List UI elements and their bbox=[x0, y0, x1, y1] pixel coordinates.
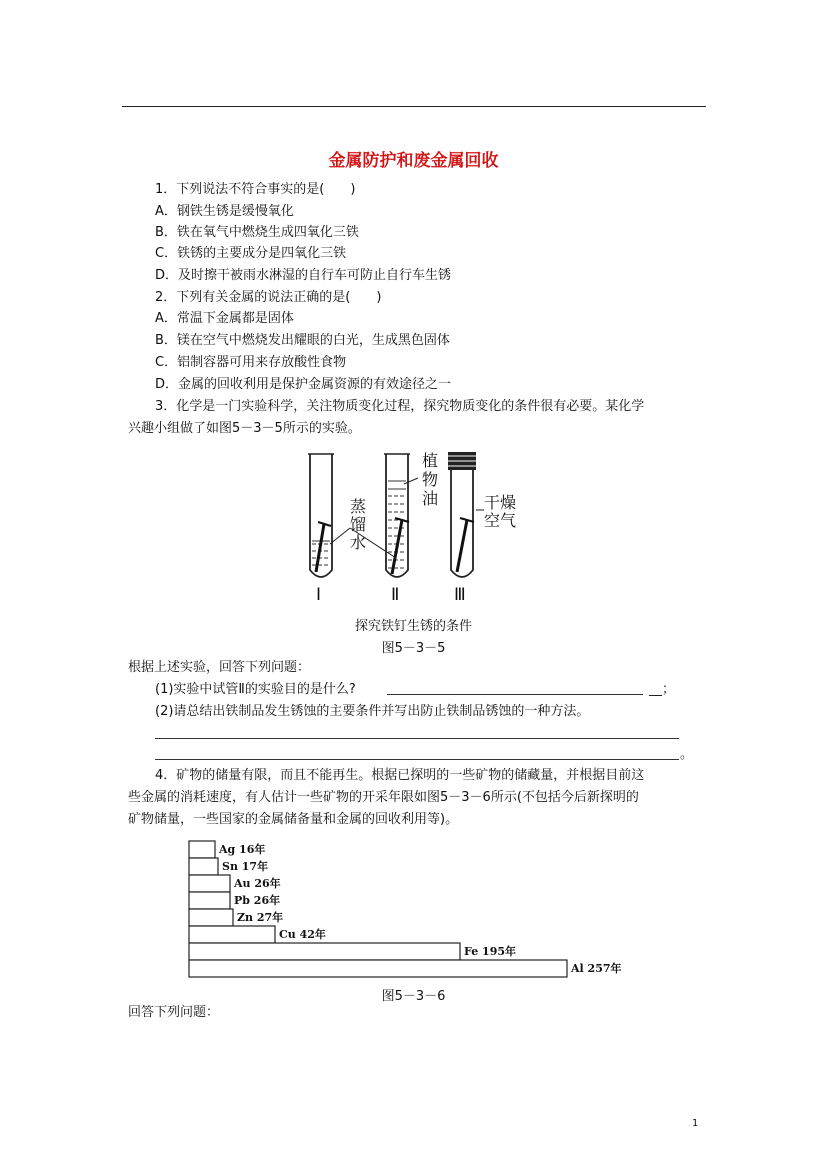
q3-sub2-answer-blank-1[interactable] bbox=[155, 738, 679, 739]
label-water-3: 水 bbox=[350, 533, 367, 552]
bar-cu bbox=[189, 926, 275, 943]
label-dry-air-1: 干燥 bbox=[484, 493, 517, 512]
oil-leader-line bbox=[404, 478, 418, 484]
bar-fe bbox=[189, 943, 460, 960]
figure-number-535: 图5－3－5 bbox=[381, 641, 446, 656]
bar-sn bbox=[189, 858, 218, 875]
page-number: 1 bbox=[692, 1118, 699, 1129]
label-water-1: 蒸 bbox=[350, 497, 367, 516]
bar-label-pb: Pb 26年 bbox=[234, 894, 281, 907]
bar-au bbox=[189, 875, 230, 892]
q1-option-d: D．及时擦干被雨水淋湿的自行车可防止自行车生锈 bbox=[155, 268, 452, 283]
q4-line1: 4．矿物的储量有限，而且不能再生。根据已探明的一些矿物的储藏量，并根据目前这 bbox=[155, 768, 645, 783]
q4-line2: 些金属的消耗速度，有人估计一些矿物的开采年限如图5－3－6所示(不包括今后新探明的 bbox=[128, 790, 639, 805]
bar-label-al: Al 257年 bbox=[571, 962, 622, 975]
q1-option-c: C．铁锈的主要成分是四氧化三铁 bbox=[155, 246, 347, 261]
q4-lead: 回答下列问题： bbox=[128, 1005, 220, 1020]
page-title: 金属防护和废金属回收 bbox=[328, 151, 499, 171]
label-oil-1: 植 bbox=[422, 451, 439, 470]
test-tube-1 bbox=[308, 454, 334, 577]
bar-label-cu: Cu 42年 bbox=[279, 928, 326, 941]
q3-lead: 根据上述实验，回答下列问题： bbox=[128, 660, 311, 675]
tube-label-1: Ⅰ bbox=[316, 585, 322, 605]
q3-sub1-tail: __； bbox=[649, 682, 676, 697]
tube-label-3: Ⅲ bbox=[454, 585, 466, 605]
bar-ag bbox=[189, 841, 215, 858]
test-tube-figure bbox=[290, 448, 540, 606]
q3-end-mark: 。 bbox=[680, 747, 694, 762]
tube-label-2: Ⅱ bbox=[391, 585, 400, 605]
q3-sub1: (1)实验中试管Ⅱ的实验目的是什么? bbox=[155, 682, 356, 697]
label-oil-3: 油 bbox=[422, 489, 439, 508]
q3-sub2-answer-blank-2[interactable] bbox=[155, 759, 679, 760]
figure-number-536: 图5－3－6 bbox=[381, 989, 446, 1004]
bar-label-zn: Zn 27年 bbox=[237, 911, 284, 924]
bar-label-sn: Sn 17年 bbox=[222, 860, 269, 873]
bar-al bbox=[189, 960, 567, 977]
q2-option-c: C．铝制容器可用来存放酸性食物 bbox=[155, 355, 347, 370]
q1-stem: 1．下列说法不符合事实的是( ) bbox=[155, 182, 356, 197]
figure-caption: 探究铁钉生锈的条件 bbox=[354, 619, 472, 634]
header-rule bbox=[122, 106, 706, 107]
label-dry-air-2: 空气 bbox=[484, 511, 517, 530]
label-oil-2: 物 bbox=[422, 470, 439, 489]
bar-pb bbox=[189, 892, 230, 909]
bar-label-au: Au 26年 bbox=[234, 877, 281, 890]
q3-stem-line2: 兴趣小组做了如图5－3－5所示的实验。 bbox=[128, 421, 361, 436]
q3-sub1-answer-blank[interactable] bbox=[387, 694, 643, 695]
q2-option-d: D．金属的回收利用是保护金属资源的有效途径之一 bbox=[155, 377, 452, 392]
q3-sub2: (2)请总结出铁制品发生锈蚀的主要条件并写出防止铁制品锈蚀的一种方法。 bbox=[155, 704, 590, 719]
bar-label-ag: Ag 16年 bbox=[219, 843, 266, 856]
label-water-2: 馏 bbox=[350, 515, 367, 534]
q4-line3: 矿物储量，一些国家的金属储备量和金属的回收利用等)。 bbox=[128, 812, 459, 827]
q1-option-b: B．铁在氧气中燃烧生成四氧化三铁 bbox=[155, 225, 359, 240]
bar-zn bbox=[189, 909, 233, 926]
test-tube-2 bbox=[384, 454, 410, 577]
water-leader-line-1 bbox=[330, 528, 350, 544]
q2-option-a: A．常温下金属都是固体 bbox=[155, 311, 294, 326]
test-tube-3 bbox=[448, 452, 476, 577]
bar-label-fe: Fe 195年 bbox=[464, 945, 516, 958]
q1-option-a: A．钢铁生锈是缓慢氧化 bbox=[155, 204, 294, 219]
mining-years-chart bbox=[180, 832, 650, 980]
q3-stem-line1: 3．化学是一门实验科学，关注物质变化过程，探究物质变化的条件很有必要。某化学 bbox=[155, 399, 645, 414]
q2-stem: 2．下列有关金属的说法正确的是( ) bbox=[155, 290, 382, 305]
q2-option-b: B．镁在空气中燃烧发出耀眼的白光，生成黑色固体 bbox=[155, 333, 450, 348]
